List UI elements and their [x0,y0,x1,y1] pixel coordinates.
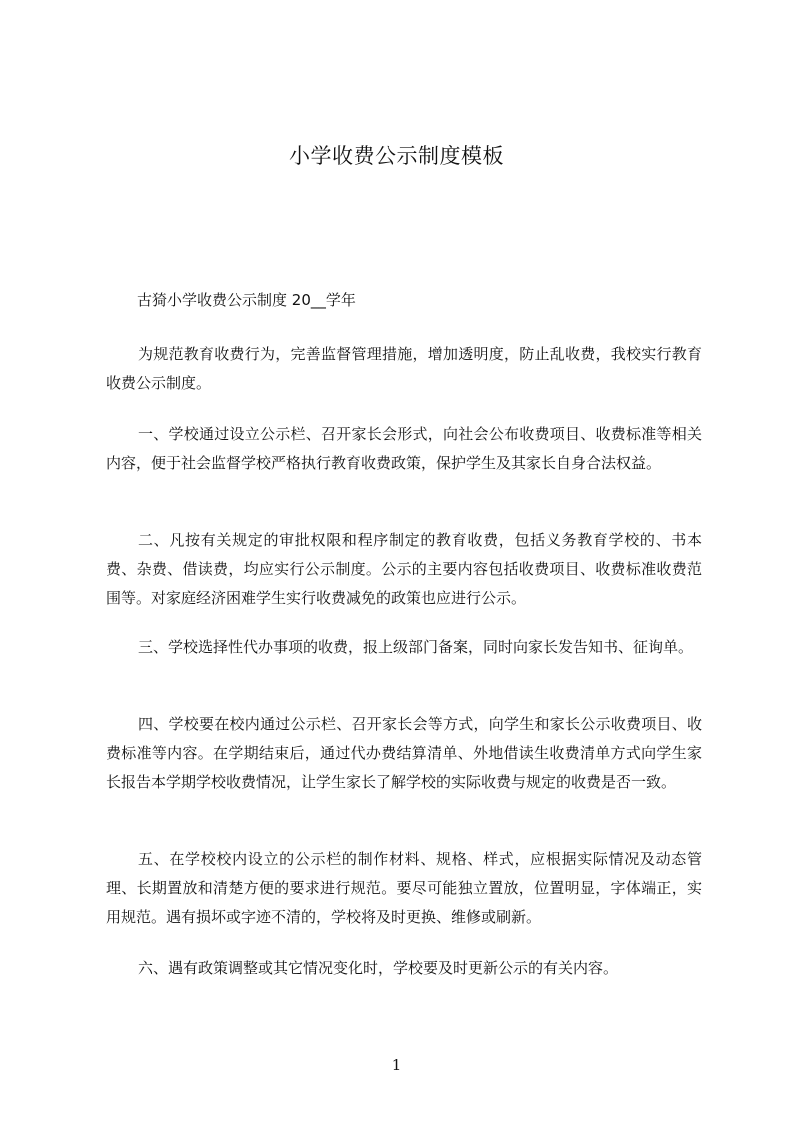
page-number: 1 [391,1056,402,1074]
paragraph-item-2: 二、凡按有关规定的审批权限和程序制定的教育收费，包括义务教育学校的、书本费、杂费、借读费，均应实行公示制度。公示的主要内容包括收费项目、收费标准收费范围等。对家庭经济困难学生实行收费减免的政策也应进行公示。 [106,531,702,607]
paragraph-item-6: 六、遇有政策调整或其它情况变化时，学校要及时更新公示的有关内容。 [138,959,619,977]
paragraph-intro: 为规范教育收费行为，完善监督管理措施，增加透明度，防止乱收费，我校实行教育收费公示制度。 [106,345,702,392]
page-title: 小学收费公示制度模板 [289,144,504,168]
paragraph-item-4: 四、学校要在校内通过公示栏、召开家长会等方式，向学生和家长公示收费项目、收费标准等内容。在学期结束后，通过代办费结算清单、外地借读生收费清单方式向学生家长报告本学期学校收费情况，让学生家长了解学校的实际收费与规定的收费是否一致。 [106,715,702,791]
document-subtitle: 古猗小学收费公示制度 20__学年 [137,291,356,309]
paragraph-item-3: 三、学校选择性代办事项的收费，报上级部门备案，同时向家长发告知书、征询单。 [138,638,694,656]
paragraph-item-5: 五、在学校校内设立的公示栏的制作材料、规格、样式，应根据实际情况及动态管理、长期置放和清楚方便的要求进行规范。要尽可能独立置放，位置明显，字体端正，实用规范。遇有损坏或字迹不清的，学校将及时更换、维修或刷新。 [106,850,702,926]
paragraph-item-1: 一、学校通过设立公示栏、召开家长会形式，向社会公布收费项目、收费标准等相关内容，便于社会监督学校严格执行教育收费政策，保护学生及其家长自身合法权益。 [106,425,702,472]
